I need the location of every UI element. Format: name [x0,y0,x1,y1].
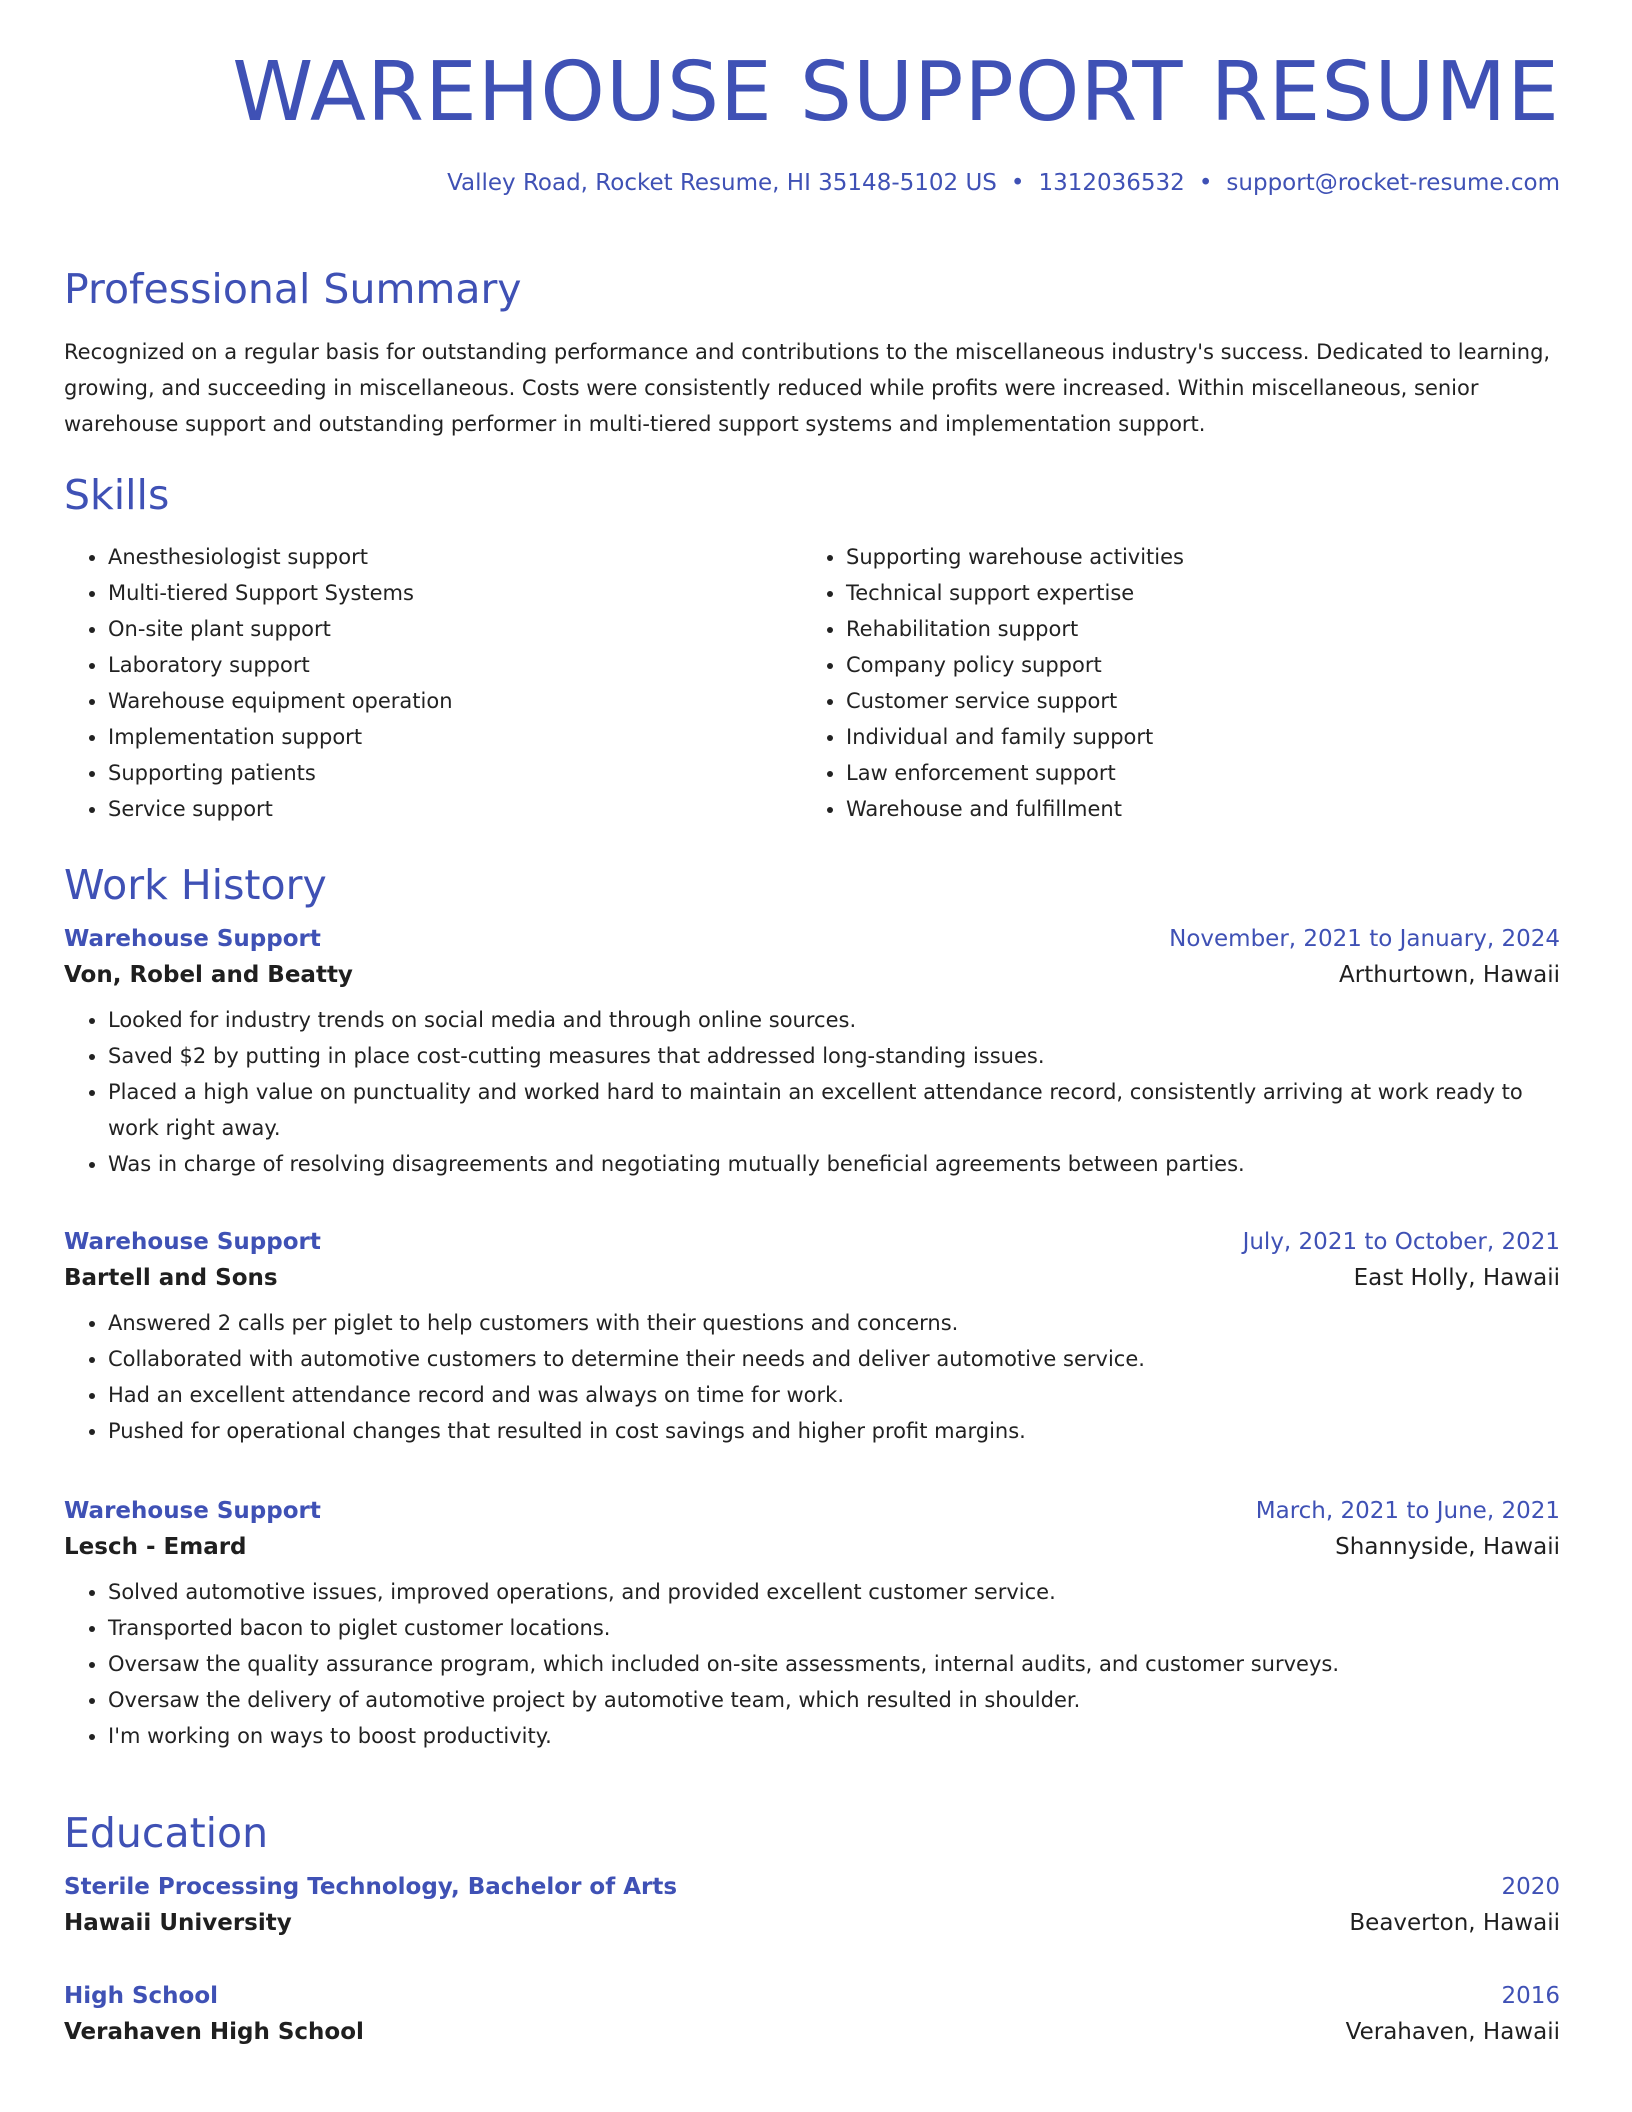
education-location: Beaverton, Hawaii [1349,1910,1560,1936]
job-location: East Holly, Hawaii [1353,1265,1560,1291]
education-location: Verahaven, Hawaii [1345,2019,1560,2045]
job-entry [64,1229,1560,1449]
skill-item: • Supporting warehouse activities [846,539,1540,575]
skill-item: • Implementation support [108,719,802,755]
education-entry [64,1983,1560,2045]
job-bullet: • Was in charge of resolving disagreements and negotiating mutually beneficial agreements between parties. [108,1146,1560,1182]
job-entry [64,1498,1560,1754]
job-company: Bartell and Sons [64,1265,278,1291]
job-role: Warehouse Support [64,926,321,952]
job-header-row [64,1229,1560,1255]
job-bullet: • Transported bacon to piglet customer locations. [108,1610,1560,1646]
education-heading: Education [64,1809,269,1857]
skills-list [64,539,1560,827]
job-company-row [64,1534,1560,1560]
skill-item: • On-site plant support [108,611,802,647]
summary-heading: Professional Summary [64,265,522,313]
job-bullet: • Collaborated with automotive customers to determine their needs and deliver automotive service. [108,1341,1560,1377]
job-bullet: • I'm working on ways to boost productivity. [108,1718,1560,1754]
work-history-heading: Work History [64,861,327,909]
job-company-row [64,1265,1560,1291]
skill-item: • Multi-tiered Support Systems [108,575,802,611]
job-company: Lesch - Emard [64,1534,247,1560]
education-school-row [64,2019,1560,2045]
job-bullets [64,1305,1560,1449]
contact-line [64,170,1560,196]
skills-column-right [802,539,1540,827]
job-bullet: • Looked for industry trends on social media and through online sources. [108,1002,1560,1038]
job-location: Shannyside, Hawaii [1335,1534,1560,1560]
resume-title: WAREHOUSE SUPPORT RESUME [232,45,1560,140]
job-header-row [64,926,1560,952]
job-role: Warehouse Support [64,1498,321,1524]
email-link[interactable]: support@rocket-resume.com [1226,170,1560,196]
education-header-row [64,1874,1560,1900]
education-school: Hawaii University [64,1910,292,1936]
separator-dot: • [1198,170,1213,196]
resume-page [64,0,1560,2045]
phone-text: 1312036532 [1038,170,1185,196]
job-bullet: • Had an excellent attendance record and was always on time for work. [108,1377,1560,1413]
skill-item: • Anesthesiologist support [108,539,802,575]
job-dates: November, 2021 to January, 2024 [1169,926,1560,952]
skills-heading: Skills [64,471,170,519]
job-location: Arthurtown, Hawaii [1339,962,1560,988]
job-bullet: • Solved automotive issues, improved operations, and provided excellent customer service. [108,1574,1560,1610]
skill-item: • Company policy support [846,647,1540,683]
skill-item: • Technical support expertise [846,575,1540,611]
education-degree: Sterile Processing Technology, Bachelor of Arts [64,1874,678,1900]
job-bullet: • Answered 2 calls per piglet to help customers with their questions and concerns. [108,1305,1560,1341]
job-entry [64,926,1560,1182]
skill-item: • Laboratory support [108,647,802,683]
education-year: 2016 [1501,1983,1560,2009]
skill-item: • Service support [108,791,802,827]
job-dates: July, 2021 to October, 2021 [1242,1229,1560,1255]
education-school-row [64,1910,1560,1936]
education-header-row [64,1983,1560,2009]
skill-item: • Law enforcement support [846,755,1540,791]
skill-item: • Warehouse equipment operation [108,683,802,719]
address-text: Valley Road, Rocket Resume, HI 35148-5102 US [447,170,997,196]
education-entry [64,1874,1560,1936]
skill-item: • Warehouse and fulfillment [846,791,1540,827]
separator-dot: • [1010,170,1025,196]
job-role: Warehouse Support [64,1229,321,1255]
job-bullet: • Pushed for operational changes that resulted in cost savings and higher profit margins. [108,1413,1560,1449]
education-year: 2020 [1501,1874,1560,1900]
skill-item: • Individual and family support [846,719,1540,755]
skill-item: • Customer service support [846,683,1540,719]
education-degree: High School [64,1983,219,2009]
summary-text: Recognized on a regular basis for outstanding performance and contributions to the miscellaneous industry's success. Dedicated to learning, growing, and succeeding in miscellaneous. Costs were consistently reduced while profits were increased. Within miscellaneous, senior warehouse support and outstanding performer in multi-tiered support systems and implementation support. [64,340,1551,436]
job-bullet: • Oversaw the delivery of automotive project by automotive team, which resulted in shoulder. [108,1682,1560,1718]
job-company-row [64,962,1560,988]
job-bullets [64,1002,1560,1182]
job-bullet: • Placed a high value on punctuality and worked hard to maintain an excellent attendance record, consistently arriving at work ready to work right away. [108,1074,1560,1146]
job-bullet: • Oversaw the quality assurance program, which included on-site assessments, internal audits, and customer surveys. [108,1646,1560,1682]
education-school: Verahaven High School [64,2019,364,2045]
skill-item: • Rehabilitation support [846,611,1540,647]
job-bullet: • Saved $2 by putting in place cost-cutting measures that addressed long-standing issues. [108,1038,1560,1074]
job-dates: March, 2021 to June, 2021 [1255,1498,1560,1524]
skills-column-left [64,539,802,827]
job-company: Von, Robel and Beatty [64,962,353,988]
skill-item: • Supporting patients [108,755,802,791]
job-bullets [64,1574,1560,1754]
job-header-row [64,1498,1560,1524]
